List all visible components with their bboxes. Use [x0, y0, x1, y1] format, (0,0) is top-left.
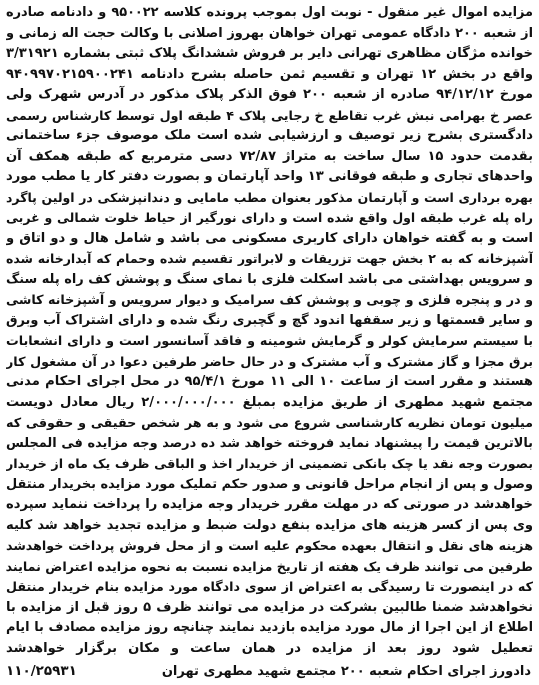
notice-line: هزینه های نقل و انتقال بعهده محکوم علیه است و از محل فروش پرداخت خواهدشد [6, 538, 533, 553]
notice-line: وصول و پس از انجام مراحل قانونی و صدور حکم تملیک مورد مزایده بخریدار منتقل [6, 476, 533, 492]
notice-line: عصر خ بهرامی نبش غرب تقاطع خ رجایی پلاک ۴ طبقه اول توسط کارشناس رسمی [6, 107, 533, 123]
notice-line: و سایر قسمتها و زیر سقفها اندود گچ و گچبری رنگ شده و دارای اشتراک آب وبرق [6, 312, 533, 328]
notice-line: وی پس از کسر هزینه های مزایده بنفع دولت ضبط و مزایده تجدید خواهد شد کلیه [6, 517, 533, 533]
notice-code: ۱۱۰/۲۵۹۳۱ [6, 663, 77, 679]
notice-line: بهره برداری است و آپارتمان مذکور بعنوان مطب مامایی و دندانپزشکی در اولین پاگرد [6, 189, 533, 205]
notice-body [6, 3, 533, 659]
notice-line: و سرویس بهداشتی می باشد اسکلت فلزی با نمای سنگ و پوشش کف راه پله سنگ [6, 271, 533, 287]
notice-line: میلیون تومان نظریه کارشناسی شروع می شود و به هر شخص حقیقی و حقوقی که [6, 415, 533, 430]
notice-line: مزایده اموال غیر منقول - نوبت اول بموجب پرونده کلاسه ۹۵۰۰۲۲ و دادنامه صادره [6, 5, 533, 20]
notice-line: است و به گفته خواهان دارای کاربری مسکونی می باشد و شامل هال و دو اتاق و [6, 230, 533, 246]
notice-line: راه پله غرب طبقه اول واقع شده است و دارای نورگیر از حیاط خلوت شمالی و غربی [6, 210, 533, 225]
notice-line: بالاترین قیمت را پیشنهاد نماید فروخته خواهد شد ده درصد وجه مزایده فی المجلس [6, 435, 533, 451]
notice-line: دادگستری بشرح زیر توصیف و ارزشیابی شده است ملک موصوف جزء ساختمانی [6, 128, 533, 143]
issuer-signature: دادورز اجرای احکام شعبه ۲۰۰ مجتمع شهید مطهری تهران [161, 663, 531, 679]
notice-line: که در اینصورت تا رسیدگی به اعتراض از سوی دادگاه مورد مزایده بنام خریدار منتقل [6, 579, 533, 594]
notice-line: مورخ ۹۴/۱۲/۱۲ صادره از شعبه ۲۰۰ فوق الذکر پلاک مذکور در آدرس شهرک ولی [6, 87, 533, 102]
notice-line: طرفین می توانند ظرف یک هفته از تاریخ مزایده نسبت به نحوه مزایده اعتراض نمایند [6, 558, 533, 574]
notice-line: خواهدشد در صورتی که در مهلت مقرر خریدار وجه مزایده را پرداخت ننماید سپرده [6, 497, 533, 512]
notice-line: واقع در بخش ۱۲ تهران و تقسیم ثمن حاصله بشرح دادنامه ۹۴۰۹۹۷۰۲۱۵۹۰۰۲۴۱ [6, 66, 533, 82]
notice-line: واحدهای تجاری و طبقه فوقانی ۱۳ واحد آپارتمان و بصورت دفتر کار یا مطب مورد [6, 169, 533, 184]
notice-line: و در و پنجره فلزی و چوبی و پوشش کف سرامیک و دیوار سرویس و آشپزخانه کاشی [6, 292, 533, 307]
notice-line: بقدمت حدود ۱۵ سال ساخت به متراژ ۷۲/۸۷ دسی مترمربع که طبقه همکف آن [6, 148, 533, 164]
notice-line: خوانده مژگان مظاهری تهرانی دایر بر فروش ششدانگ پلاک ثبتی بشماره ۳/۳۱۹۲۱ [6, 46, 533, 61]
notice-line: مجتمع شهید مطهری از طریق مزایده بمبلغ ۲/۰۰۰/۰۰۰/۰۰۰ ریال معادل دویست [6, 394, 533, 410]
notice-line: با سیستم سرمایش کولر و گرمایش شومینه و فاقد آسانسور است و دارای انشعابات [6, 333, 533, 348]
notice-line: اطلاع از این اجرا از مال مورد مزایده بازدید نمایند چنانچه روز مزایده مصادف با ایام [6, 620, 533, 635]
notice-line: از شعبه ۲۰۰ دادگاه عمومی تهران خواهان بهروز اصلانی با وکالت حجت اله زمانی و [6, 25, 533, 41]
notice-line: برق مجزا و گاز مشترک و آب مشترک و در حال حاضر طرفین دعوا در آن مشغول کار [6, 353, 533, 369]
notice-line: تعطیل شود روز بعد از مزایده در همان ساعت و مکان برگزار خواهدشد [6, 640, 533, 656]
notice-line: بصورت وجه نقد یا چک بانکی تضمینی از خریدار اخذ و الباقی ظرف یک ماه از خریدار [6, 456, 533, 471]
notice-footer [6, 660, 531, 682]
notice-line: آشپزخانه که به ۲ بخش جهت تزریقات و لابراتور تقسیم شده وحمام که آبدارخانه شده [6, 251, 533, 266]
notice-line: هستند و مقرر است از ساعت ۱۰ الی ۱۱ مورخ ۹۵/۴/۱ در محل اجرای احکام مدنی [6, 374, 533, 389]
notice-line: نخواهدشد ضمنا طالبین بشرکت در مزایده می توانند ظرف ۵ روز قبل از مزایده با [6, 599, 533, 615]
